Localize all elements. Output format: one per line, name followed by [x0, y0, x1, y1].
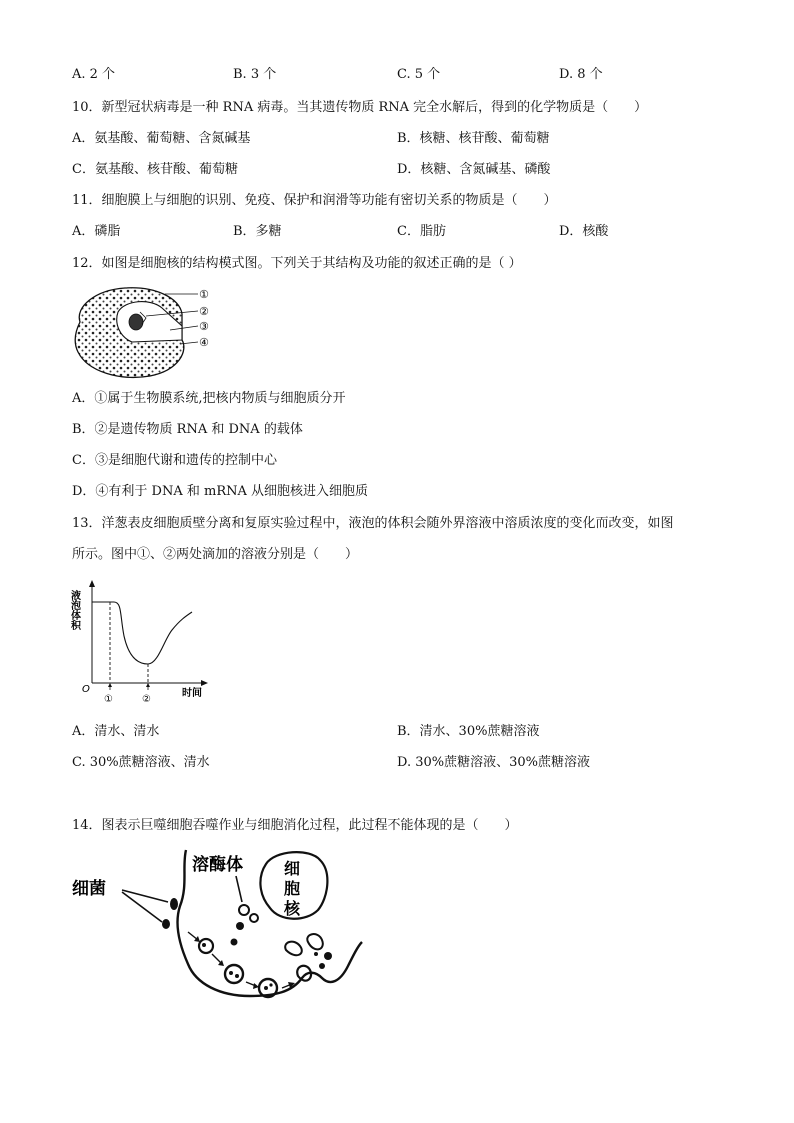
graph-y-label: 液泡体积: [68, 590, 80, 630]
q11-option-d: D．核酸: [559, 224, 609, 239]
lysosome-3: [236, 922, 244, 930]
phagosome-2: [225, 965, 243, 983]
q12-option-d: D．④有利于 DNA 和 mRNA 从细胞核进入细胞质: [72, 484, 369, 499]
figure-label-4: ④: [199, 336, 209, 349]
q11-stem: 11．细胞膜上与细胞的识别、免疫、保护和润滑等功能有密切关系的物质是（ ）: [72, 193, 557, 208]
graph-mark-1: ①: [104, 694, 113, 705]
vacuole-volume-curve: [92, 602, 192, 664]
q10-option-c: C．氨基酸、核苷酸、葡萄糖: [72, 162, 238, 177]
label-lysosome: 溶酶体: [192, 855, 243, 875]
q11-option-b: B．多糖: [233, 224, 282, 239]
q9-option-a: A. 2 个: [72, 67, 116, 82]
graph-x-label: 时间: [182, 688, 202, 699]
q13-stem-line2: 所示。图中①、②两处滴加的溶液分别是（ ）: [72, 547, 359, 562]
q11-option-a: A．磷脂: [72, 224, 121, 239]
q10-option-a: A．氨基酸、葡萄糖、含氮碱基: [72, 131, 251, 146]
residual-body-2: [285, 942, 302, 956]
graph-origin-label: O: [82, 684, 90, 695]
q10-option-b: B．核糖、核苷酸、葡萄糖: [397, 131, 550, 146]
q12-option-b: B．②是遗传物质 RNA 和 DNA 的载体: [72, 422, 303, 437]
lysosome-2: [250, 914, 258, 922]
q10-option-d: D．核糖、含氮碱基、磷酸: [397, 162, 551, 177]
lysosome-4: [231, 939, 238, 946]
nucleus-structure-figure: [70, 282, 220, 382]
q11-option-c: C．脂肪: [397, 224, 446, 239]
q12-stem: 12．如图是细胞核的结构模式图。下列关于其结构及功能的叙述正确的是（ ）: [72, 256, 522, 271]
q10-stem: 10．新型冠状病毒是一种 RNA 病毒。当其遗传物质 RNA 完全水解后，得到的化学物质是（ ）: [72, 100, 648, 115]
q14-stem: 14．图表示巨噬细胞吞噬作业与细胞消化过程，此过程不能体现的是（ ）: [72, 818, 518, 833]
figure-label-1: ①: [199, 288, 209, 301]
phagocytosis-figure: [70, 846, 370, 1021]
q9-option-d: D. 8 个: [559, 67, 603, 82]
figure-label-2: ②: [199, 305, 209, 318]
lysosome-1: [239, 905, 249, 915]
q13-option-a: A．清水、清水: [72, 724, 160, 739]
q13-option-b: B．清水、30%蔗糖溶液: [397, 724, 540, 739]
vacuole-volume-graph: [68, 578, 212, 705]
bacterium-2: [162, 919, 170, 929]
phagosome-1: [199, 939, 213, 953]
label-nucleus-1: 细: [284, 859, 301, 878]
label-bacteria: 细菌: [72, 879, 106, 899]
bacterium-1: [170, 898, 178, 910]
q13-option-c: C. 30%蔗糖溶液、清水: [72, 755, 210, 770]
nucleolus-shape: [129, 314, 143, 330]
figure-label-3: ③: [199, 320, 209, 333]
label-nucleus-2: 胞: [284, 879, 301, 898]
q12-option-a: A．①属于生物膜系统,把核内物质与细胞质分开: [72, 391, 346, 406]
q9-option-b: B. 3 个: [233, 67, 277, 82]
q13-stem-line1: 13．洋葱表皮细胞质壁分离和复原实验过程中，液泡的体积会随外界溶液中溶质浓度的变化而改变，如图: [72, 516, 674, 531]
q13-option-d: D. 30%蔗糖溶液、30%蔗糖溶液: [397, 755, 591, 770]
label-nucleus-3: 核: [284, 899, 301, 918]
q9-option-c: C. 5 个: [397, 67, 441, 82]
graph-mark-2: ②: [142, 694, 151, 705]
q12-option-c: C．③是细胞代谢和遗传的控制中心: [72, 453, 277, 468]
residual-body-3: [307, 934, 323, 949]
